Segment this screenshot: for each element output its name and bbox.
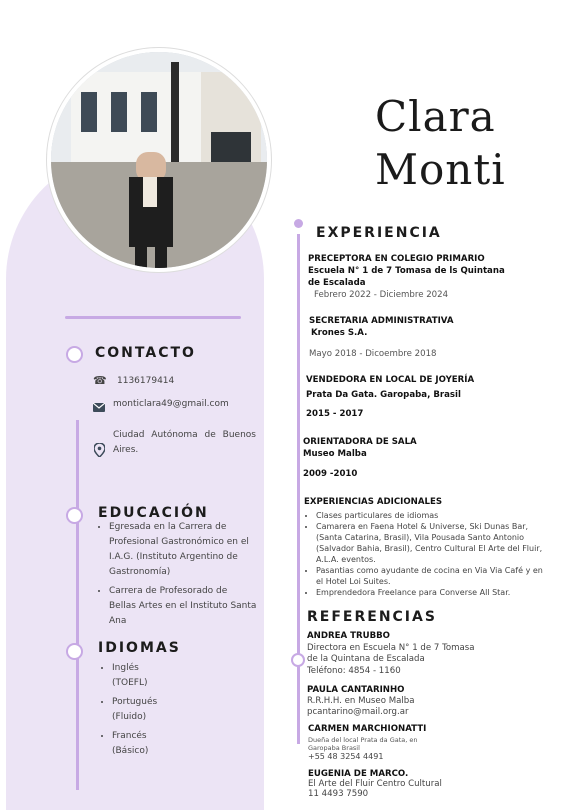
languages-heading: IDIOMAS (98, 640, 181, 656)
experience-heading: EXPERIENCIA (316, 225, 442, 241)
email-icon (93, 397, 105, 416)
job-title: VENDEDORA EN LOCAL DE JOYERÍA (306, 375, 475, 385)
job-place: Krones S.A. (311, 328, 368, 338)
section-marker (66, 346, 83, 363)
additional-item: • Camarera en Faena Hotel & Universe, Ski Dunas Bar, (Santa Catarina, Brasil), Vila Pousada Santo Antonio (Salvador Bahia, Brasil), Centro Cultural El Arte del Fluir, A.L.A. eventos. (316, 521, 544, 565)
contact-heading: CONTACTO (95, 345, 196, 361)
language-level: (Fluido) (112, 712, 147, 722)
reference-name: ANDREA TRUBBO (307, 631, 390, 641)
additional-item: • Pasantias como ayudante de cocina en Via Via Café y en el Hotel Loi Suites. (316, 565, 544, 587)
job-entry (303, 436, 513, 480)
education-item: • Egresada en la Carrera de Profesional Gastronómico en el I.A.G. (Instituto Argentino de Gastronomía) (109, 520, 257, 580)
job-title: ORIENTADORA DE SALA (303, 437, 417, 447)
reference-line: R.R.H.H. en Museo Malba (307, 696, 415, 706)
reference-entry (308, 769, 508, 799)
language-level: (TOEFL) (112, 678, 148, 688)
reference-line: 11 4493 7590 (308, 789, 369, 799)
email-address[interactable]: monticlara49@gmail.com (113, 399, 229, 409)
timeline-line (76, 420, 79, 500)
job-dates: Febrero 2022 - Diciembre 2024 (314, 290, 449, 300)
education-item: • Carrera de Profesorado de Bellas Artes en el Instituto Santa Ana (109, 584, 257, 629)
location-pin-icon (94, 442, 105, 461)
job-place: Museo Malba (303, 449, 367, 459)
timeline-line (297, 234, 300, 744)
reference-name: PAULA CANTARINHO (307, 685, 405, 695)
references-heading: REFERENCIAS (307, 609, 437, 625)
job-place: Prata Da Gata. Garopaba, Brasil (306, 390, 461, 400)
reference-line: +55 48 3254 4491 (308, 752, 384, 761)
phone-number: 1136179414 (117, 376, 175, 386)
reference-name: EUGENIA DE MARCO. (308, 769, 409, 779)
additional-item: • Clases particulares de idiomas (316, 510, 544, 521)
profile-photo (47, 48, 271, 272)
job-place: Escuela N° 1 de 7 Tomasa de ls Quintana de Escalada (308, 266, 505, 288)
last-name: Monti (375, 145, 506, 194)
language-item (112, 661, 250, 691)
language-item (112, 695, 250, 725)
education-heading: EDUCACIÓN (98, 505, 209, 521)
reference-entry (307, 685, 507, 718)
timeline-dot (294, 219, 303, 228)
reference-line: pcantarino@mail.org.ar (307, 707, 409, 717)
language-name: Francés (112, 731, 147, 741)
job-title: PRECEPTORA EN COLEGIO PRIMARIO (308, 254, 485, 264)
additional-experience (304, 496, 544, 598)
language-item (112, 729, 250, 759)
reference-line: Teléfono: 4854 - 1160 (307, 665, 401, 676)
job-dates: Mayo 2018 - Dicoembre 2018 (309, 349, 437, 359)
address-text: Ciudad Autónoma de Buenos Aires. (113, 430, 256, 455)
reference-entry (308, 724, 508, 762)
additional-item: • Emprendedora Freelance para Converse All Star. (316, 587, 544, 598)
section-marker (66, 507, 83, 524)
job-title: SECRETARIA ADMINISTRATIVA (309, 316, 454, 326)
reference-entry (307, 631, 507, 677)
job-dates: 2009 -2010 (303, 469, 358, 479)
job-entry (308, 253, 518, 301)
job-entry (306, 374, 516, 420)
section-marker (66, 643, 83, 660)
reference-line: Directora en Escuela N° 1 de 7 Tomasa (307, 642, 475, 653)
language-level: (Básico) (112, 746, 149, 756)
reference-line: Garopaba Brasil (308, 744, 360, 752)
additional-heading: EXPERIENCIAS ADICIONALES (304, 497, 443, 507)
languages-list (100, 661, 250, 763)
reference-line: Dueña del local Prata da Gata, en (308, 736, 418, 744)
divider (65, 316, 241, 319)
language-name: Inglés (112, 663, 139, 673)
job-dates: 2015 - 2017 (306, 409, 364, 419)
job-entry (309, 315, 519, 360)
reference-line: de la Quintana de Escalada (307, 654, 425, 664)
phone-icon: ☎ (93, 374, 107, 387)
education-list (97, 520, 257, 633)
reference-line: El Arte del Fluir Centro Cultural (308, 779, 442, 789)
language-name: Portugués (112, 697, 158, 707)
timeline-marker (291, 653, 305, 667)
first-name: Clara (375, 92, 496, 141)
reference-name: CARMEN MARCHIONATTI (308, 724, 427, 734)
